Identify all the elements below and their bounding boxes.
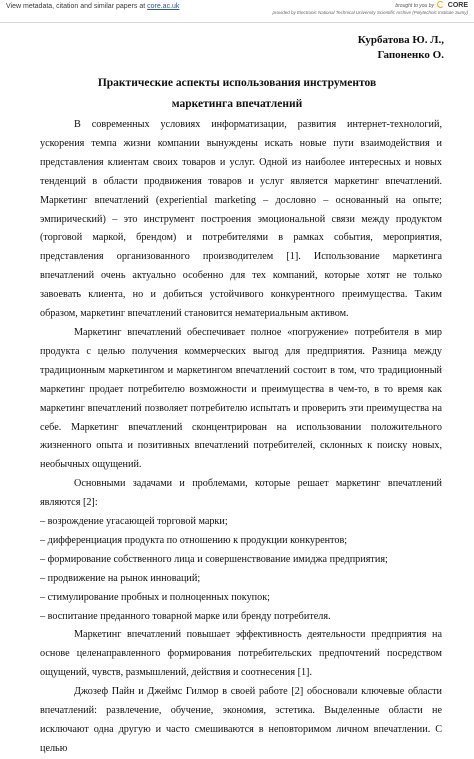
list-item: – воспитание преданного товарной марке или бренду потребителя. [40,610,331,622]
core-label: CORE [447,2,468,9]
view-metadata-text [6,3,179,10]
paragraph-3: Основными задачами и проблемами, которые решает маркетинг впечатлений являются [2]: [40,478,442,509]
provided-by-text: provided by Electronic National Technical University Scientific Archive (Polytechnic Institute Sumy) [272,10,468,15]
paragraph-5: Джозеф Пайн и Джеймс Гилмор в своей работе [2] обосновали ключевые области впечатлений: развлечение, обучение, экономия, эстетика. Выделенные области не исключают одна другую и часто смешиваются в неповторимом личном впечатлении. С целью [40,686,442,754]
author-1: Курбатова Ю. Л., [357,34,444,46]
core-brand[interactable] [273,1,469,15]
paragraph-2: Маркетинг впечатлений обеспечивает полное «погружение» потребителя в мир продукта с целью получения коммерческих выгод для предприятия. Разница между традиционным маркетингом и маркетингом впечатлений состоит в том, что традиционный маркетинг продает потребителю возможности и преимущества в чем-то, в то время как маркетинг впечатлений позволяет потребителю испытать и проверить эти преимущества на себе. Маркетинг впечатлений сконцентрирован на использовании положительного жизненного опыта и позитивных впечатлений потребителей, склонных к поиску новых, необычных ощущений. [40,326,442,471]
list-item: – стимулирование пробных и полноценных покупок; [40,591,270,603]
title-line-2: маркетинга впечатлений [171,98,303,110]
paragraph-1: В современных условиях информатизации, развития интернет-технологий, ускорения темпа жизни компании вынуждены искать новые пути взаимодействия и представления клиентам своих товаров и услуг. Одной из наиболее интересных и новых тенденций в области продвижения товаров и услуг является маркетинг впечатлений. Маркетинг впечатлений (experiential marketing – дословно – основанный на опыте; эмпирический) – это инструмент построения эмоциональной связи между продуктом (торговой маркой, брендом) и потребителями в рамках события, мероприятия, представления организованного производителем [1]. Использование маркетинга впечатлений очень актуально особенно для тех компаний, которые хотят не только завоевать клиента, но и добиться устойчивого конкурентного преимущества. Таким образом, маркетинг впечатлений становится нематериальным активом. [40,119,442,320]
core-link[interactable]: core.ac.uk [147,3,180,10]
brought-by-label: brought to you by [395,3,434,9]
paper-title [0,73,474,115]
view-metadata-label: View metadata, citation and similar papers at [6,3,146,10]
core-logo-icon [437,1,444,8]
author-2: Гапоненко О. [377,49,444,61]
list-item: – дифференциация продукта по отношению к продукции конкурентов; [40,534,348,546]
list-item: – продвижение на рынок инноваций; [40,572,201,584]
list-item: – возрождение угасающей торговой марки; [40,516,228,528]
paper-body [40,116,442,759]
paragraph-4: Маркетинг впечатлений повышает эффективность деятельности предприятия на основе целенаправленного формирования потребительских предпочтений посредством ощущений, чувств, размышлений, действия и соотнесения [1]. [40,629,442,679]
core-banner [0,0,474,23]
title-line-1: Практические аспекты использования инструментов [97,77,377,89]
authors-block [358,33,444,63]
list-item: – формирование собственного лица и совершенствование имиджа предприятия; [40,553,388,565]
